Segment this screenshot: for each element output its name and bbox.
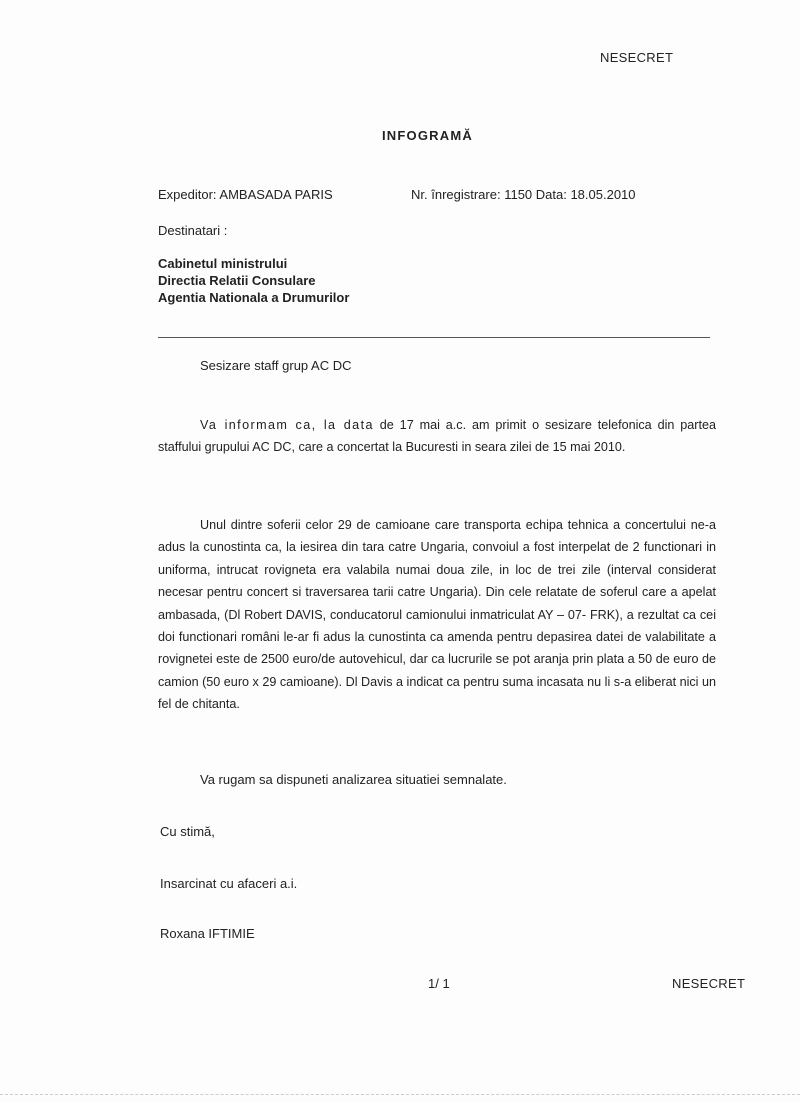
page-number: 1/ 1	[428, 976, 450, 991]
paragraph-1-text: de 17 mai a.c. am primit o sesizare telefonica din partea staffului grupului AC DC, care a concertat la Bucuresti in seara zilei de 15 mai 2010.	[158, 418, 716, 455]
subject-line: Sesizare staff grup AC DC	[200, 358, 352, 373]
recipient-item: Directia Relatii Consulare	[158, 273, 316, 288]
paragraph-1-lead: Va informam ca, la data	[200, 418, 374, 432]
signer-name: Roxana IFTIMIE	[160, 926, 255, 941]
classification-bottom: NESECRET	[672, 976, 746, 991]
recipient-item: Cabinetul ministrului	[158, 256, 288, 271]
classification-top: NESECRET	[600, 50, 674, 65]
paragraph-2: Unul dintre soferii celor 29 de camioane care transporta echipa tehnica a concertului ne-a adus la cunostinta ca, la iesirea din tara catre Ungaria, convoiul a fost interpelat de 2 functionari in uniforma, intrucat rovigneta era valabila numai doua zile, in loc de trei zile (interval considerat necesar pentru concert si traversarea tarii catre Ungaria). Din cele relatate de soferul care a apelat ambasada, (Dl Robert DAVIS, conducatorul camionului inmatriculat AY – 07- FRK), a rezultat ca cei doi functionari români le-ar fi adus la cunostinta ca amenda pentru depasirea datei de valabilitate a rovignetei este de 2500 euro/de autovehicul, dar ca lucrurile se pot aranja prin plata a 50 de euro de camion (50 euro x 29 camioane). Dl Davis a indicat ca pentru suma incasata nu li s-a eliberat nici un fel de chitanta.	[158, 518, 716, 712]
closing-greeting: Cu stimă,	[160, 824, 215, 839]
recipients-list	[158, 255, 349, 306]
header-divider	[158, 337, 710, 338]
scan-edge-line	[0, 1094, 800, 1095]
recipients-label: Destinatari :	[158, 223, 228, 238]
request-line: Va rugam sa dispuneti analizarea situatiei semnalate.	[200, 772, 507, 787]
signer-role: Insarcinat cu afaceri a.i.	[160, 876, 298, 891]
sender-line: Expeditor: AMBASADA PARIS	[158, 187, 333, 202]
recipient-item: Agentia Nationala a Drumurilor	[158, 290, 350, 305]
paragraph-1	[158, 414, 716, 459]
document-title: INFOGRAMĂ	[382, 128, 473, 143]
registration-line: Nr. înregistrare: 1150 Data: 18.05.2010	[411, 187, 636, 202]
